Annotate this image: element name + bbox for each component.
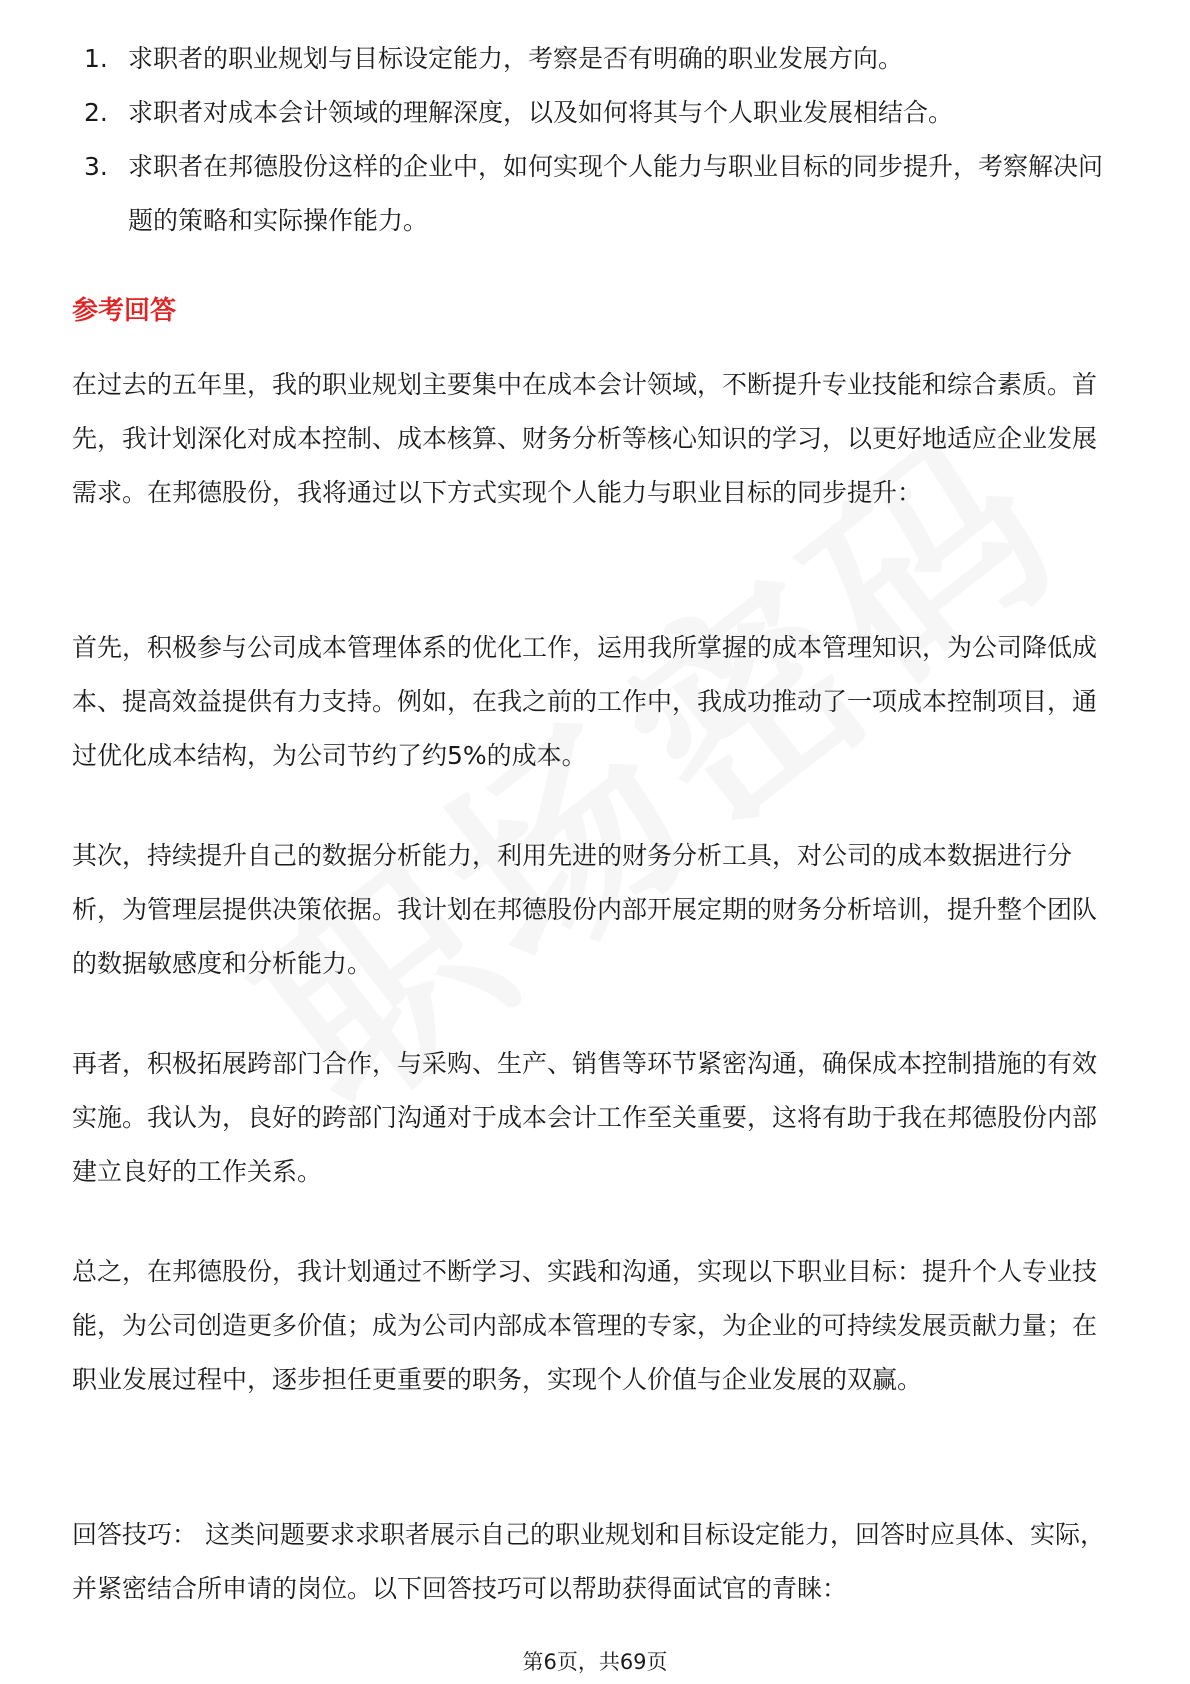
list-number: 1. — [84, 44, 108, 73]
list-item-text: 求职者的职业规划与目标设定能力，考察是否有明确的职业发展方向。 — [128, 44, 904, 73]
list-number: 2. — [84, 98, 108, 127]
list-item — [72, 32, 1122, 86]
list-item-text: 求职者在邦德股份这样的企业中，如何实现个人能力与职业目标的同步提升，考察解决问题的策略和实际操作能力。 — [128, 152, 1104, 235]
answer-paragraph: 再者，积极拓展跨部门合作，与采购、生产、销售等环节紧密沟通，确保成本控制措施的有效实施。我认为，良好的跨部门沟通对于成本会计工作至关重要，这将有助于我在邦德股份内部建立良好的工作关系。 — [72, 1049, 1098, 1186]
list-number: 3. — [84, 152, 108, 181]
answer-paragraph: 在过去的五年里，我的职业规划主要集中在成本会计领域，不断提升专业技能和综合素质。首先，我计划深化对成本控制、成本核算、财务分析等核心知识的学习，以更好地适应企业发展需求。在邦德股份，我将通过以下方式实现个人能力与职业目标的同步提升： — [72, 370, 1098, 507]
list-item-text: 求职者对成本会计领域的理解深度，以及如何将其与个人职业发展相结合。 — [128, 98, 954, 127]
tips-paragraph: 回答技巧： 这类问题要求求职者展示自己的职业规划和目标设定能力，回答时应具体、实际，并紧密结合所申请的岗位。以下回答技巧可以帮助获得面试官的青睐： — [72, 1520, 1105, 1603]
list-item — [72, 140, 1122, 248]
list-item — [72, 86, 1122, 140]
answer-paragraph: 其次，持续提升自己的数据分析能力，利用先进的财务分析工具，对公司的成本数据进行分析，为管理层提供决策依据。我计划在邦德股份内部开展定期的财务分析培训，提升整个团队的数据敏感度和分析能力。 — [72, 841, 1098, 978]
answer-paragraph: 首先，积极参与公司成本管理体系的优化工作，运用我所掌握的成本管理知识，为公司降低成本、提高效益提供有力支持。例如，在我之前的工作中，我成功推动了一项成本控制项目，通过优化成本结构，为公司节约了约5%的成本。 — [72, 633, 1098, 770]
answer-paragraph: 总之，在邦德股份，我计划通过不断学习、实践和沟通，实现以下职业目标：提升个人专业技能，为公司创造更多价值；成为公司内部成本管理的专家，为企业的可持续发展贡献力量；在职业发展过程中，逐步担任更重要的职务，实现个人价值与企业发展的双赢。 — [72, 1257, 1098, 1394]
question-list — [72, 32, 1122, 248]
page-number: 第6页，共69页 — [522, 1650, 668, 1674]
section-heading: 参考回答 — [72, 296, 177, 326]
